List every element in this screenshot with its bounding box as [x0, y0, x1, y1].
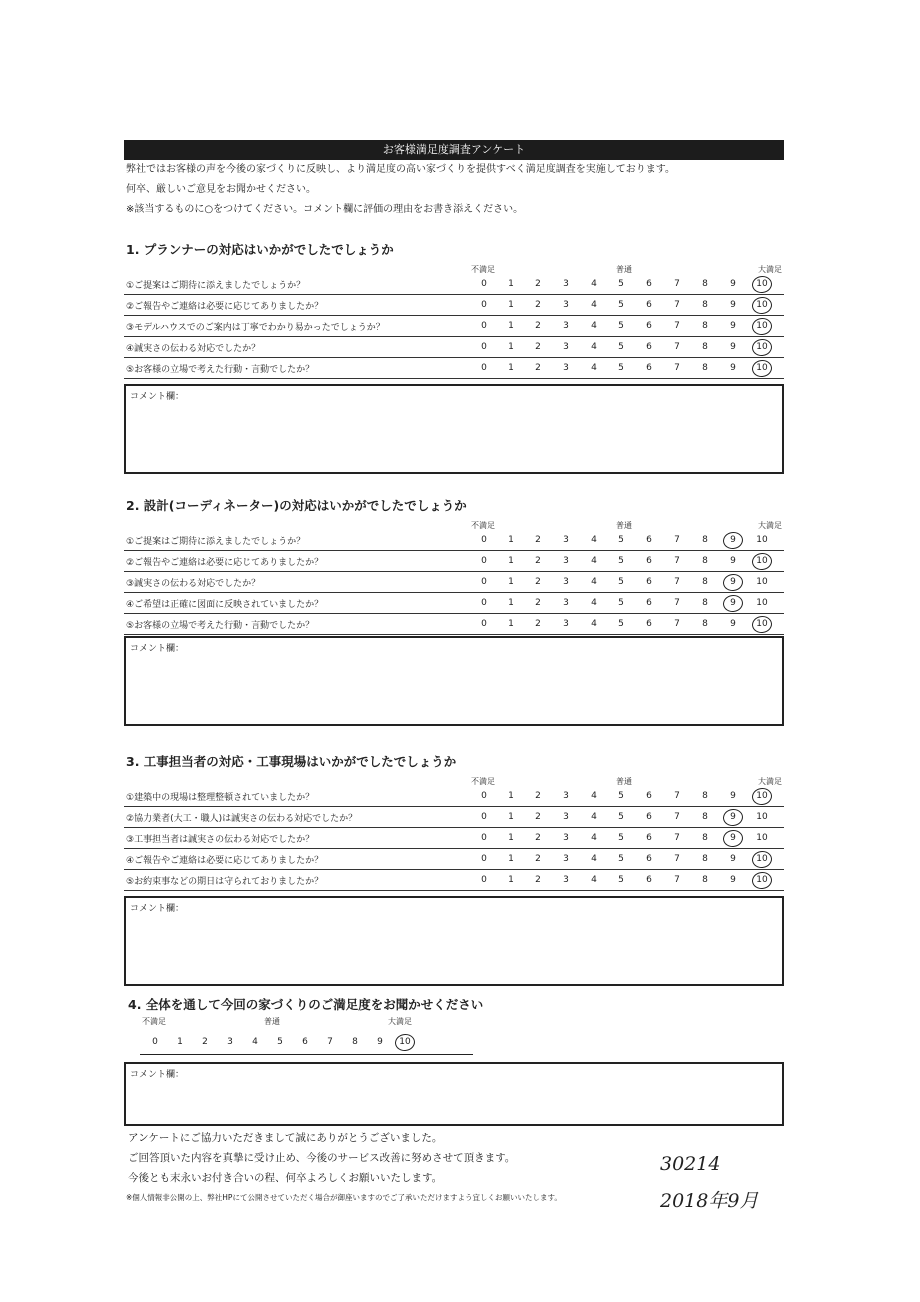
score-option-6[interactable]: 6	[646, 279, 652, 289]
score-option-0[interactable]: 0	[481, 619, 487, 629]
score-option-4[interactable]: 4	[591, 812, 597, 822]
score-option-2[interactable]: 2	[535, 812, 541, 822]
score-option-7[interactable]: 7	[674, 363, 680, 373]
score-option-3[interactable]: 3	[563, 598, 569, 608]
score-option-1[interactable]: 1	[508, 535, 514, 545]
comment-box-section-1[interactable]	[124, 384, 784, 474]
score-option-0[interactable]: 0	[481, 535, 487, 545]
score-option-8[interactable]: 8	[702, 875, 708, 885]
score-option-5[interactable]: 5	[618, 812, 624, 822]
score-option-8[interactable]: 8	[702, 854, 708, 864]
score-option-7[interactable]: 7	[674, 342, 680, 352]
question-row	[124, 295, 784, 316]
score-option-1[interactable]: 1	[508, 342, 514, 352]
score-option-8[interactable]: 8	[702, 833, 708, 843]
overall-score-option-5[interactable]: 5	[277, 1037, 283, 1047]
score-option-8[interactable]: 8	[702, 791, 708, 801]
score-option-9[interactable]: 9	[730, 833, 736, 843]
score-option-0[interactable]: 0	[481, 321, 487, 331]
question-row	[124, 572, 784, 593]
score-option-0[interactable]: 0	[481, 300, 487, 310]
score-option-10[interactable]: 10	[756, 577, 768, 587]
score-option-8[interactable]: 8	[702, 619, 708, 629]
question-text: ④誠実さの伝わる対応でしたか？	[126, 344, 261, 354]
score-option-2[interactable]: 2	[535, 300, 541, 310]
score-option-1[interactable]: 1	[508, 279, 514, 289]
score-option-3[interactable]: 3	[563, 833, 569, 843]
question-text: ⑤お客様の立場で考えた行動・言動でしたか？	[126, 365, 315, 375]
score-option-0[interactable]: 0	[481, 598, 487, 608]
score-option-1[interactable]: 1	[508, 556, 514, 566]
scale-label-low: 不満足	[471, 521, 495, 530]
score-option-3[interactable]: 3	[563, 321, 569, 331]
comment-label: コメント欄：	[130, 644, 185, 654]
score-option-7[interactable]: 7	[674, 535, 680, 545]
score-option-6[interactable]: 6	[646, 556, 652, 566]
score-option-2[interactable]: 2	[535, 279, 541, 289]
score-option-5[interactable]: 5	[618, 875, 624, 885]
overall-underline	[140, 1054, 473, 1055]
selected-score-circle	[751, 615, 773, 635]
score-option-0[interactable]: 0	[481, 812, 487, 822]
comment-label: コメント欄：	[130, 904, 185, 914]
comment-box-section-2[interactable]	[124, 636, 784, 726]
score-option-5[interactable]: 5	[618, 300, 624, 310]
question-row	[124, 807, 784, 828]
score-option-6[interactable]: 6	[646, 342, 652, 352]
score-option-1[interactable]: 1	[508, 875, 514, 885]
question-row	[124, 786, 784, 807]
score-option-8[interactable]: 8	[702, 300, 708, 310]
score-option-5[interactable]: 5	[618, 577, 624, 587]
score-option-3[interactable]: 3	[563, 363, 569, 373]
score-option-4[interactable]: 4	[591, 598, 597, 608]
score-option-1[interactable]: 1	[508, 363, 514, 373]
selected-score-circle	[751, 275, 773, 295]
score-option-1[interactable]: 1	[508, 791, 514, 801]
selected-score-circle	[751, 871, 773, 891]
score-option-10[interactable]: 10	[756, 279, 768, 289]
score-option-8[interactable]: 8	[702, 321, 708, 331]
score-option-4[interactable]: 4	[591, 535, 597, 545]
score-option-10[interactable]: 10	[756, 321, 768, 331]
comment-label: コメント欄：	[130, 392, 185, 402]
score-option-4[interactable]: 4	[591, 791, 597, 801]
score-option-5[interactable]: 5	[618, 598, 624, 608]
score-option-10[interactable]: 10	[756, 556, 768, 566]
comment-box-overall[interactable]	[124, 1062, 784, 1126]
section-title: 1. プランナーの対応はいかがでしたでしょうか	[126, 242, 394, 257]
question-text: ④ご報告やご連絡は必要に応じてありましたか？	[126, 856, 324, 866]
selected-score-circle	[751, 552, 773, 572]
score-option-7[interactable]: 7	[674, 875, 680, 885]
score-option-4[interactable]: 4	[591, 854, 597, 864]
score-option-4[interactable]: 4	[591, 556, 597, 566]
scale-label-high: 大満足	[388, 1017, 412, 1026]
score-option-4[interactable]: 4	[591, 833, 597, 843]
footer-line-3: 今後とも末永いお付き合いの程、何卒よろしくお願いいたします。	[128, 1172, 443, 1184]
scale-label-mid: 普通	[616, 521, 632, 530]
overall-score-option-3[interactable]: 3	[227, 1037, 233, 1047]
score-option-6[interactable]: 6	[646, 619, 652, 629]
score-option-0[interactable]: 0	[481, 279, 487, 289]
scale-label-mid: 普通	[264, 1017, 280, 1026]
question-row	[124, 530, 784, 551]
question-row	[124, 870, 784, 891]
question-row	[124, 828, 784, 849]
score-option-1[interactable]: 1	[508, 321, 514, 331]
handwritten-date: 2018年9月	[660, 1190, 759, 1212]
scale-label-high: 大満足	[758, 265, 782, 274]
scale-label-high: 大満足	[758, 777, 782, 786]
score-option-10[interactable]: 10	[756, 791, 768, 801]
score-option-8[interactable]: 8	[702, 279, 708, 289]
score-option-5[interactable]: 5	[618, 833, 624, 843]
score-option-4[interactable]: 4	[591, 619, 597, 629]
score-option-7[interactable]: 7	[674, 791, 680, 801]
score-option-0[interactable]: 0	[481, 854, 487, 864]
overall-score-option-4[interactable]: 4	[252, 1037, 258, 1047]
question-text: ①ご提案はご期待に添えましたでしょうか？	[126, 537, 306, 547]
score-option-10[interactable]: 10	[756, 619, 768, 629]
score-option-4[interactable]: 4	[591, 363, 597, 373]
selected-score-circle	[722, 531, 744, 551]
score-option-5[interactable]: 5	[618, 535, 624, 545]
score-option-2[interactable]: 2	[535, 342, 541, 352]
score-option-10[interactable]: 10	[756, 812, 768, 822]
score-option-9[interactable]: 9	[730, 556, 736, 566]
score-option-5[interactable]: 5	[618, 363, 624, 373]
overall-score-option-0[interactable]: 0	[152, 1037, 158, 1047]
score-option-10[interactable]: 10	[756, 342, 768, 352]
question-text: ③誠実さの伝わる対応でしたか？	[126, 579, 261, 589]
selected-score-circle	[722, 808, 744, 828]
score-option-3[interactable]: 3	[563, 279, 569, 289]
score-option-8[interactable]: 8	[702, 535, 708, 545]
score-option-6[interactable]: 6	[646, 875, 652, 885]
overall-score-option-8[interactable]: 8	[352, 1037, 358, 1047]
score-option-2[interactable]: 2	[535, 598, 541, 608]
score-option-3[interactable]: 3	[563, 577, 569, 587]
score-option-9[interactable]: 9	[730, 300, 736, 310]
score-option-2[interactable]: 2	[535, 535, 541, 545]
question-text: ⑤お約束事などの期日は守られておりましたか？	[126, 877, 324, 887]
score-option-9[interactable]: 9	[730, 791, 736, 801]
intro-line-2: 何卒、厳しいご意見をお聞かせください。	[126, 184, 316, 195]
intro-line-1: 弊社ではお客様の声を今後の家づくりに反映し、より満足度の高い家づくりを提供すべく満足度調査を実施しております。	[126, 164, 675, 175]
question-row	[124, 358, 784, 379]
score-option-8[interactable]: 8	[702, 342, 708, 352]
question-text: ③モデルハウスでのご案内は丁寧でわかり易かったでしょうか？	[126, 323, 385, 333]
handwritten-id: 30214	[660, 1153, 721, 1175]
score-option-4[interactable]: 4	[591, 300, 597, 310]
score-option-6[interactable]: 6	[646, 321, 652, 331]
score-option-7[interactable]: 7	[674, 577, 680, 587]
selected-score-circle	[722, 594, 744, 614]
score-option-9[interactable]: 9	[730, 321, 736, 331]
score-option-0[interactable]: 0	[481, 875, 487, 885]
selected-score-circle	[751, 787, 773, 807]
score-option-9[interactable]: 9	[730, 854, 736, 864]
score-option-5[interactable]: 5	[618, 556, 624, 566]
score-option-6[interactable]: 6	[646, 363, 652, 373]
question-row	[124, 274, 784, 295]
score-option-7[interactable]: 7	[674, 619, 680, 629]
score-option-3[interactable]: 3	[563, 342, 569, 352]
score-option-6[interactable]: 6	[646, 833, 652, 843]
score-option-5[interactable]: 5	[618, 342, 624, 352]
score-option-9[interactable]: 9	[730, 535, 736, 545]
score-option-0[interactable]: 0	[481, 791, 487, 801]
score-option-9[interactable]: 9	[730, 342, 736, 352]
score-option-9[interactable]: 9	[730, 812, 736, 822]
score-option-7[interactable]: 7	[674, 279, 680, 289]
comment-label: コメント欄：	[130, 1070, 185, 1080]
intro-line-3: ※該当するものに○をつけてください。コメント欄に評価の理由をお書き添えください。	[126, 204, 524, 215]
score-option-4[interactable]: 4	[591, 279, 597, 289]
score-option-7[interactable]: 7	[674, 556, 680, 566]
score-option-2[interactable]: 2	[535, 577, 541, 587]
score-option-3[interactable]: 3	[563, 300, 569, 310]
score-option-8[interactable]: 8	[702, 598, 708, 608]
overall-score-option-7[interactable]: 7	[327, 1037, 333, 1047]
question-row	[124, 849, 784, 870]
selected-score-circle	[751, 850, 773, 870]
score-option-0[interactable]: 0	[481, 556, 487, 566]
score-option-10[interactable]: 10	[756, 363, 768, 373]
score-option-3[interactable]: 3	[563, 791, 569, 801]
score-option-6[interactable]: 6	[646, 577, 652, 587]
scale-label-low: 不満足	[471, 777, 495, 786]
score-option-2[interactable]: 2	[535, 363, 541, 373]
score-option-5[interactable]: 5	[618, 321, 624, 331]
question-row	[124, 316, 784, 337]
question-text: ⑤お客様の立場で考えた行動・言動でしたか？	[126, 621, 315, 631]
score-option-0[interactable]: 0	[481, 363, 487, 373]
scale-label-high: 大満足	[758, 521, 782, 530]
score-option-7[interactable]: 7	[674, 598, 680, 608]
overall-score-option-10[interactable]: 10	[399, 1037, 411, 1047]
score-option-1[interactable]: 1	[508, 854, 514, 864]
overall-score-option-9[interactable]: 9	[377, 1037, 383, 1047]
score-option-7[interactable]: 7	[674, 300, 680, 310]
score-option-10[interactable]: 10	[756, 875, 768, 885]
selected-score-circle	[722, 573, 744, 593]
score-option-2[interactable]: 2	[535, 791, 541, 801]
score-option-8[interactable]: 8	[702, 363, 708, 373]
score-option-9[interactable]: 9	[730, 619, 736, 629]
survey-title: お客様満足度調査アンケート	[124, 140, 784, 160]
score-option-3[interactable]: 3	[563, 812, 569, 822]
score-option-5[interactable]: 5	[618, 619, 624, 629]
scale-label-low: 不満足	[471, 265, 495, 274]
score-option-2[interactable]: 2	[535, 321, 541, 331]
question-text: ②ご報告やご連絡は必要に応じてありましたか？	[126, 558, 324, 568]
section-title: 2. 設計(コーディネーター)の対応はいかがでしたでしょうか	[126, 498, 467, 513]
score-option-6[interactable]: 6	[646, 300, 652, 310]
score-option-0[interactable]: 0	[481, 342, 487, 352]
score-option-6[interactable]: 6	[646, 535, 652, 545]
scale-label-low: 不満足	[142, 1017, 166, 1026]
score-option-9[interactable]: 9	[730, 363, 736, 373]
score-option-4[interactable]: 4	[591, 321, 597, 331]
question-text: ②協力業者(大工・職人)は誠実さの伝わる対応でしたか？	[126, 814, 358, 824]
section-title: 4. 全体を通して今回の家づくりのご満足度をお聞かせください	[128, 997, 484, 1012]
score-option-10[interactable]: 10	[756, 854, 768, 864]
footer-line-2: ご回答頂いた内容を真摯に受け止め、今後のサービス改善に努めさせて頂きます。	[128, 1152, 516, 1164]
score-option-1[interactable]: 1	[508, 619, 514, 629]
question-text: ①ご提案はご期待に添えましたでしょうか？	[126, 281, 306, 291]
comment-box-section-3[interactable]	[124, 896, 784, 986]
score-option-7[interactable]: 7	[674, 833, 680, 843]
question-text: ③工事担当者は誠実さの伝わる対応でしたか？	[126, 835, 315, 845]
score-option-3[interactable]: 3	[563, 556, 569, 566]
question-text: ④ご希望は正確に図面に反映されていましたか？	[126, 600, 324, 610]
scale-label-mid: 普通	[616, 265, 632, 274]
score-option-4[interactable]: 4	[591, 577, 597, 587]
question-row	[124, 551, 784, 572]
score-option-2[interactable]: 2	[535, 854, 541, 864]
score-option-4[interactable]: 4	[591, 875, 597, 885]
question-row	[124, 337, 784, 358]
score-option-3[interactable]: 3	[563, 535, 569, 545]
score-option-10[interactable]: 10	[756, 598, 768, 608]
score-option-7[interactable]: 7	[674, 812, 680, 822]
selected-score-circle	[751, 338, 773, 358]
scale-label-mid: 普通	[616, 777, 632, 786]
score-option-6[interactable]: 6	[646, 854, 652, 864]
score-option-5[interactable]: 5	[618, 854, 624, 864]
question-text: ②ご報告やご連絡は必要に応じてありましたか？	[126, 302, 324, 312]
score-option-9[interactable]: 9	[730, 279, 736, 289]
overall-score-option-2[interactable]: 2	[202, 1037, 208, 1047]
selected-score-circle	[751, 359, 773, 379]
overall-score-option-6[interactable]: 6	[302, 1037, 308, 1047]
score-option-2[interactable]: 2	[535, 619, 541, 629]
question-row	[124, 593, 784, 614]
score-option-7[interactable]: 7	[674, 854, 680, 864]
selected-score-circle	[722, 829, 744, 849]
score-option-9[interactable]: 9	[730, 577, 736, 587]
score-option-1[interactable]: 1	[508, 812, 514, 822]
question-text: ①建築中の現場は整理整頓されていましたか？	[126, 793, 315, 803]
section-title: 3. 工事担当者の対応・工事現場はいかがでしたでしょうか	[126, 754, 457, 769]
score-option-4[interactable]: 4	[591, 342, 597, 352]
footer-line-1: アンケートにご協力いただきまして誠にありがとうございました。	[128, 1132, 443, 1144]
overall-score-option-1[interactable]: 1	[177, 1037, 183, 1047]
score-option-6[interactable]: 6	[646, 598, 652, 608]
score-option-2[interactable]: 2	[535, 833, 541, 843]
score-option-8[interactable]: 8	[702, 577, 708, 587]
score-option-1[interactable]: 1	[508, 598, 514, 608]
score-option-1[interactable]: 1	[508, 300, 514, 310]
score-option-9[interactable]: 9	[730, 598, 736, 608]
score-option-10[interactable]: 10	[756, 300, 768, 310]
score-option-10[interactable]: 10	[756, 833, 768, 843]
overall-selected-circle	[394, 1033, 416, 1053]
score-option-3[interactable]: 3	[563, 875, 569, 885]
score-option-8[interactable]: 8	[702, 812, 708, 822]
selected-score-circle	[751, 317, 773, 337]
selected-score-circle	[751, 296, 773, 316]
privacy-note: ※個人情報非公開の上、弊社HPにて公開させていただく場合が御座いますのでご了承いただけますよう宜しくお願いいたします。	[126, 1193, 562, 1202]
score-option-0[interactable]: 0	[481, 577, 487, 587]
score-option-5[interactable]: 5	[618, 791, 624, 801]
score-option-1[interactable]: 1	[508, 833, 514, 843]
score-option-0[interactable]: 0	[481, 833, 487, 843]
score-option-2[interactable]: 2	[535, 875, 541, 885]
score-option-3[interactable]: 3	[563, 854, 569, 864]
question-row	[124, 614, 784, 635]
score-option-7[interactable]: 7	[674, 321, 680, 331]
score-option-3[interactable]: 3	[563, 619, 569, 629]
score-option-6[interactable]: 6	[646, 791, 652, 801]
score-option-10[interactable]: 10	[756, 535, 768, 545]
score-option-9[interactable]: 9	[730, 875, 736, 885]
score-option-1[interactable]: 1	[508, 577, 514, 587]
score-option-8[interactable]: 8	[702, 556, 708, 566]
score-option-2[interactable]: 2	[535, 556, 541, 566]
score-option-6[interactable]: 6	[646, 812, 652, 822]
score-option-5[interactable]: 5	[618, 279, 624, 289]
